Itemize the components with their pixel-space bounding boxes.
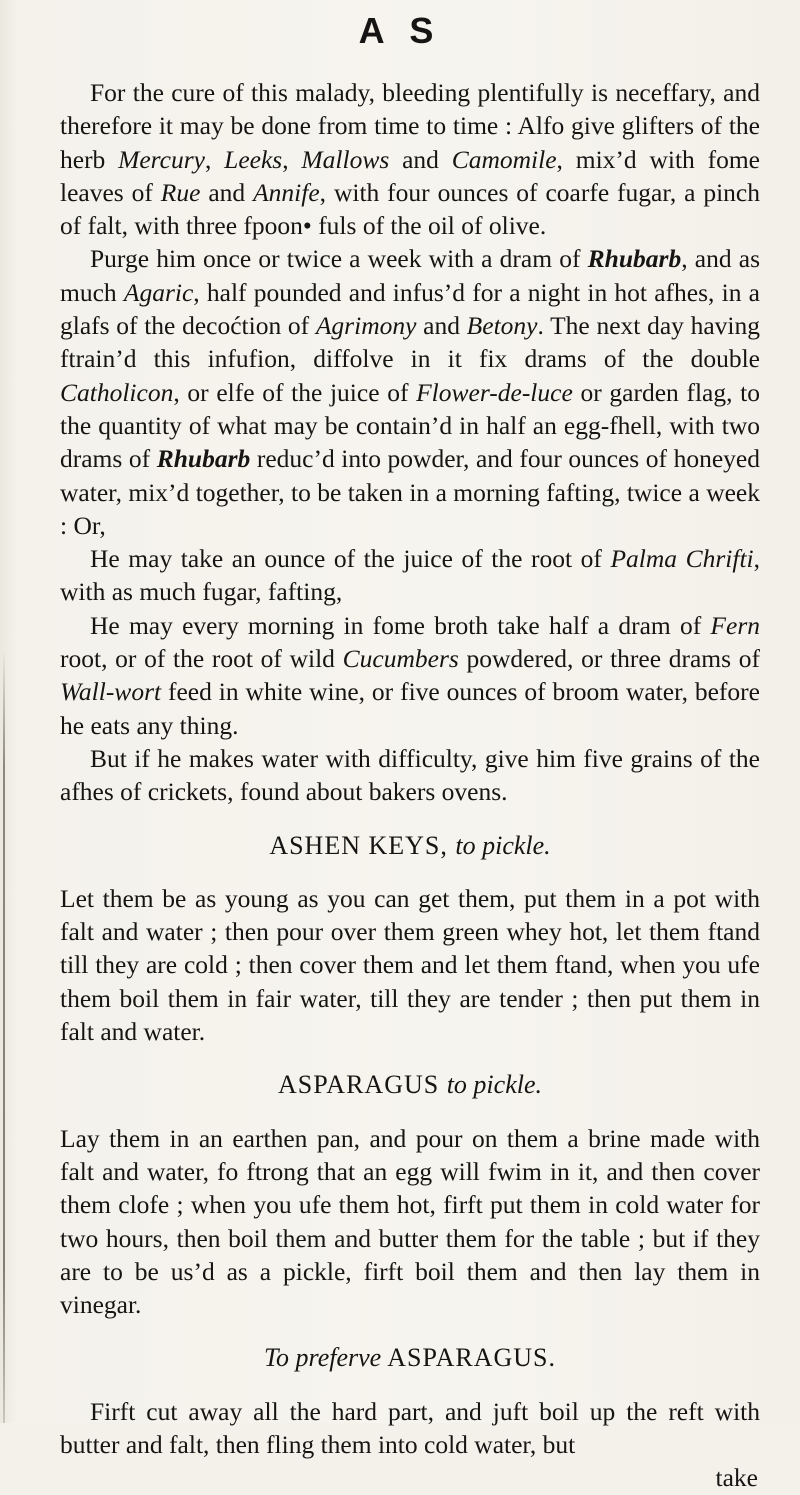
italic-term: Rhubarb — [156, 444, 251, 474]
section-heading — [60, 1341, 760, 1374]
text-run: He may take an ounce of the juice of the root of — [90, 544, 611, 574]
italic-term: Annife — [253, 177, 320, 207]
text-run: For the cure of this malady, bleeding plentifully is neceffary, and therefore it may be done from time to time : Alfo give glifters of the herb — [60, 78, 760, 174]
text-run: Let them be as young as you can get them, put them in a pot with falt and water ; then pour over them green whey hot, let them ftand till they are cold ; then cover them and let them ftand, when you ufe them boil them in fair water, till they are tender ; then put them in falt and water. — [60, 883, 760, 1047]
italic-term: Agaric — [123, 277, 194, 307]
text-run: , with as much fugar, fafting, — [60, 544, 760, 607]
text-run: and — [389, 144, 452, 174]
catchword — [60, 1461, 760, 1494]
text-run: Lay them in an earthen pan, and pour on them a brine made with falt and water, fo ftrong that an egg will fwim in it, and then cover them clofe ; when you ufe them hot, firft put them in cold water for two hours, then boil them and butter them for the table ; but if they are to be us’d as a pickle, firft boil them and then lay them in vinegar. — [60, 1123, 760, 1320]
paragraph — [60, 242, 760, 542]
paragraph — [60, 76, 760, 242]
page-body — [60, 76, 760, 1495]
italic-term: Mallows — [301, 144, 390, 174]
text-run: ASPARAGUS. — [381, 1343, 557, 1373]
section-heading — [60, 1068, 760, 1101]
italic-term: To preferve — [263, 1343, 382, 1373]
italic-term: to pickle. — [455, 830, 551, 860]
paragraph — [60, 542, 760, 609]
paragraph — [60, 609, 760, 742]
text-run: root, or of the root of wild — [60, 644, 343, 674]
italic-term: to pickle. — [446, 1070, 542, 1100]
italic-term: Agrimony — [315, 311, 417, 341]
text-run: feed in white wine, or five ounces of broom water, before he eats any thing. — [60, 677, 760, 740]
page-gutter-shadow — [3, 650, 5, 1423]
italic-term: Mercury — [118, 144, 205, 174]
paragraph — [60, 1122, 760, 1322]
italic-term: Betony — [466, 311, 538, 341]
text-run: reduc’d into powder, and four ounces of honeyed water, mix’d together, to be taken in a morning fafting, twice a week : Or, — [60, 444, 760, 540]
running-header: A S — [358, 10, 442, 51]
text-run: and — [200, 177, 254, 207]
italic-term: Rhubarb — [587, 244, 682, 274]
text-run: , with four ounces of coarfe fugar, a pinch of falt, with three fpoon• fuls of the oil of olive. — [60, 177, 760, 241]
text-run: Purge him once or twice a week with a dram of — [90, 244, 588, 274]
text-run: He may every morning in fome broth take half a dram of — [90, 610, 711, 640]
text-run: take — [715, 1463, 758, 1493]
paragraph — [60, 882, 760, 1048]
text-run: or garden flag, to the quantity of what may be contain’d in half an egg-fhell, with two drams of — [60, 377, 760, 474]
italic-term: Camomile — [451, 144, 557, 174]
italic-term: Wall-wort — [60, 677, 162, 707]
text-run: Firft cut away all the hard part, and juft boil up the reft with butter and falt, then fling them into cold water, but — [60, 1396, 760, 1459]
text-run: , and as much — [60, 244, 760, 307]
italic-term: Palma Chrifti — [610, 544, 754, 574]
text-run: and — [416, 311, 467, 341]
text-run: , — [204, 144, 225, 174]
text-run: , mix’d with fome leaves of — [60, 144, 760, 207]
text-run: , — [282, 144, 302, 174]
text-run: . The next day having ftrain’d this infufion, diffolve in it fix drams of the double — [60, 311, 760, 374]
italic-term: Cucumbers — [342, 644, 459, 674]
italic-term: Leeks — [224, 144, 283, 174]
text-run: powdered, or three drams of — [458, 644, 760, 674]
text-run: But if he makes water with difficulty, give him five grains of the afhes of crickets, found about bakers ovens. — [60, 743, 760, 807]
text-run: , or elfe of the juice of — [173, 377, 417, 407]
italic-term: Catholicon — [60, 377, 174, 407]
section-heading — [60, 829, 760, 862]
text-run: ASHEN KEYS, — [269, 830, 456, 860]
paragraph — [60, 742, 760, 809]
text-run: , half pounded and infus’d for a night in hot afhes, in a glafs of the decoćtion of — [60, 277, 760, 341]
italic-term: Flower-de-luce — [416, 377, 573, 407]
italic-term: Rue — [160, 177, 201, 207]
paragraph — [60, 1395, 760, 1462]
italic-term: Fern — [710, 610, 760, 640]
text-run: ASPARAGUS — [277, 1070, 447, 1100]
